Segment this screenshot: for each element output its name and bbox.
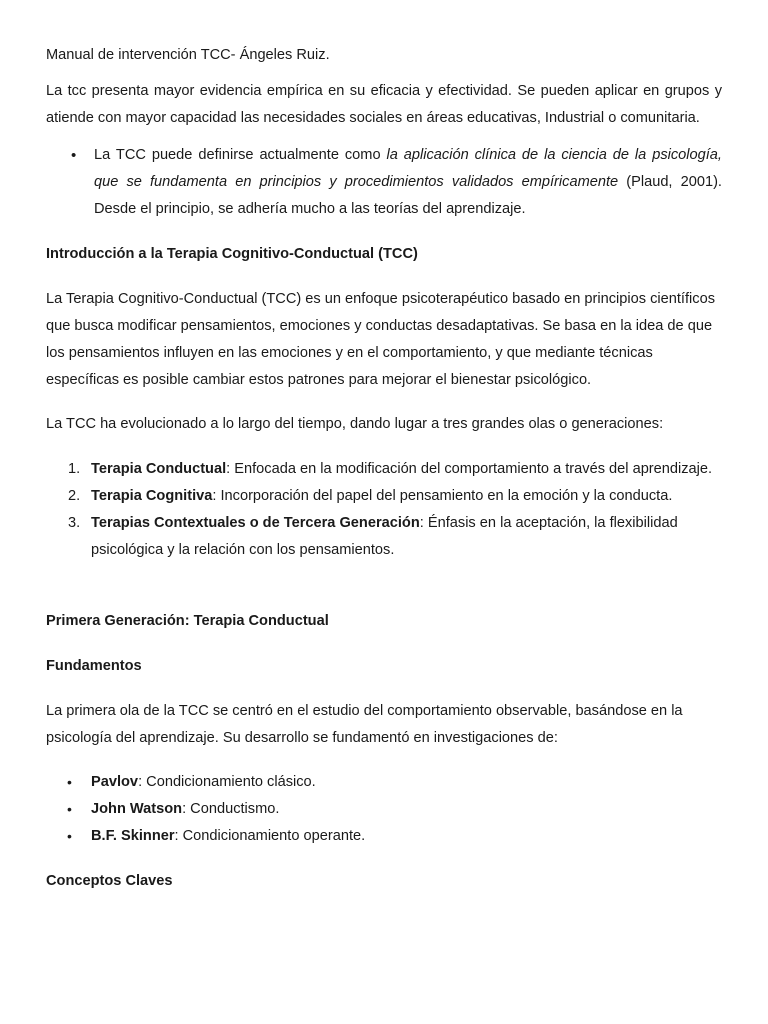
- generation-term: Terapia Conductual: [91, 461, 227, 477]
- tcc-definition-paragraph: La Terapia Cognitivo-Conductual (TCC) es un enfoque psicoterapéutico basado en principios científicos que busca modificar pensamientos, emociones y conductas desadaptativas. Se basa en la idea de que los pensamientos influyen en las emociones y en el comportamiento, y que mediante técnicas específicas es posible cambiar estos patrones para mejorar el bienestar psicológico.: [46, 291, 715, 388]
- generation-desc: : Énfasis en la aceptación, la flexibilidad psicológica y la relación con los pensamientos.: [91, 515, 678, 558]
- researcher-name: B.F. Skinner: [91, 828, 175, 844]
- list-number: 2.: [68, 488, 81, 504]
- list-item-text: [91, 796, 722, 823]
- bullet-marker: •: [67, 774, 72, 790]
- list-item-text: [91, 483, 722, 510]
- definition-suffix: (Plaud, 2001). Desde el principio, se adhería mucho a las teorías del aprendizaje.: [94, 174, 722, 217]
- list-item: [46, 483, 722, 510]
- list-item: [46, 796, 722, 823]
- heading-first-generation: Primera Generación: Terapia Conductual: [46, 613, 329, 629]
- researchers-list: [46, 769, 722, 850]
- heading-key-concepts: Conceptos Claves: [46, 873, 173, 889]
- list-item-text: [91, 823, 722, 850]
- heading-fundamentals: Fundamentos: [46, 658, 142, 674]
- researcher-desc: : Condicionamiento clásico.: [138, 774, 316, 790]
- document-title: Manual de intervención TCC- Ángeles Ruiz.: [46, 47, 330, 63]
- generations-list: [46, 456, 722, 564]
- generations-intro-paragraph: La TCC ha evolucionado a lo largo del tiempo, dando lugar a tres grandes olas o generaciones:: [46, 416, 664, 432]
- researcher-desc: : Condicionamiento operante.: [174, 828, 366, 844]
- definition-bullet-item: [46, 142, 722, 223]
- researcher-name: John Watson: [91, 801, 183, 817]
- generation-desc: : Incorporación del papel del pensamiento en la emoción y la conducta.: [212, 488, 673, 504]
- definition-prefix: La TCC puede definirse actualmente como: [94, 147, 387, 163]
- list-number: 3.: [68, 515, 81, 531]
- list-number: 1.: [68, 461, 81, 477]
- bullet-marker: •: [71, 147, 77, 164]
- list-item-text: [91, 769, 722, 796]
- list-item: [46, 456, 722, 483]
- list-item-text: [91, 510, 722, 564]
- researcher-desc: : Conductismo.: [182, 801, 280, 817]
- bullet-marker: •: [67, 801, 72, 817]
- list-item: [46, 510, 722, 564]
- list-item: [46, 769, 722, 796]
- generation-desc: : Enfocada en la modificación del comportamiento a través del aprendizaje.: [226, 461, 713, 477]
- list-item-text: [91, 456, 722, 483]
- heading-introduction: Introducción a la Terapia Cognitivo-Conductual (TCC): [46, 246, 418, 262]
- bullet-marker: •: [67, 828, 72, 844]
- intro-paragraph: La tcc presenta mayor evidencia empírica en su eficacia y efectividad. Se pueden aplicar en grupos y atiende con mayor capacidad las necesidades sociales en áreas educativas, Industrial o comunitaria.: [46, 83, 722, 126]
- definition-text: [94, 142, 722, 223]
- first-wave-paragraph: La primera ola de la TCC se centró en el estudio del comportamiento observable, basándose en la psicología del aprendizaje. Su desarrollo se fundamentó en investigaciones de:: [46, 703, 683, 746]
- generation-term: Terapia Cognitiva: [91, 488, 213, 504]
- list-item: [46, 823, 722, 850]
- researcher-name: Pavlov: [91, 774, 139, 790]
- definition-quote: la aplicación clínica de la ciencia de la psicología, que se fundamenta en principios y procedimientos validados empíricamente: [94, 147, 722, 190]
- generation-term: Terapias Contextuales o de Tercera Generación: [91, 515, 420, 531]
